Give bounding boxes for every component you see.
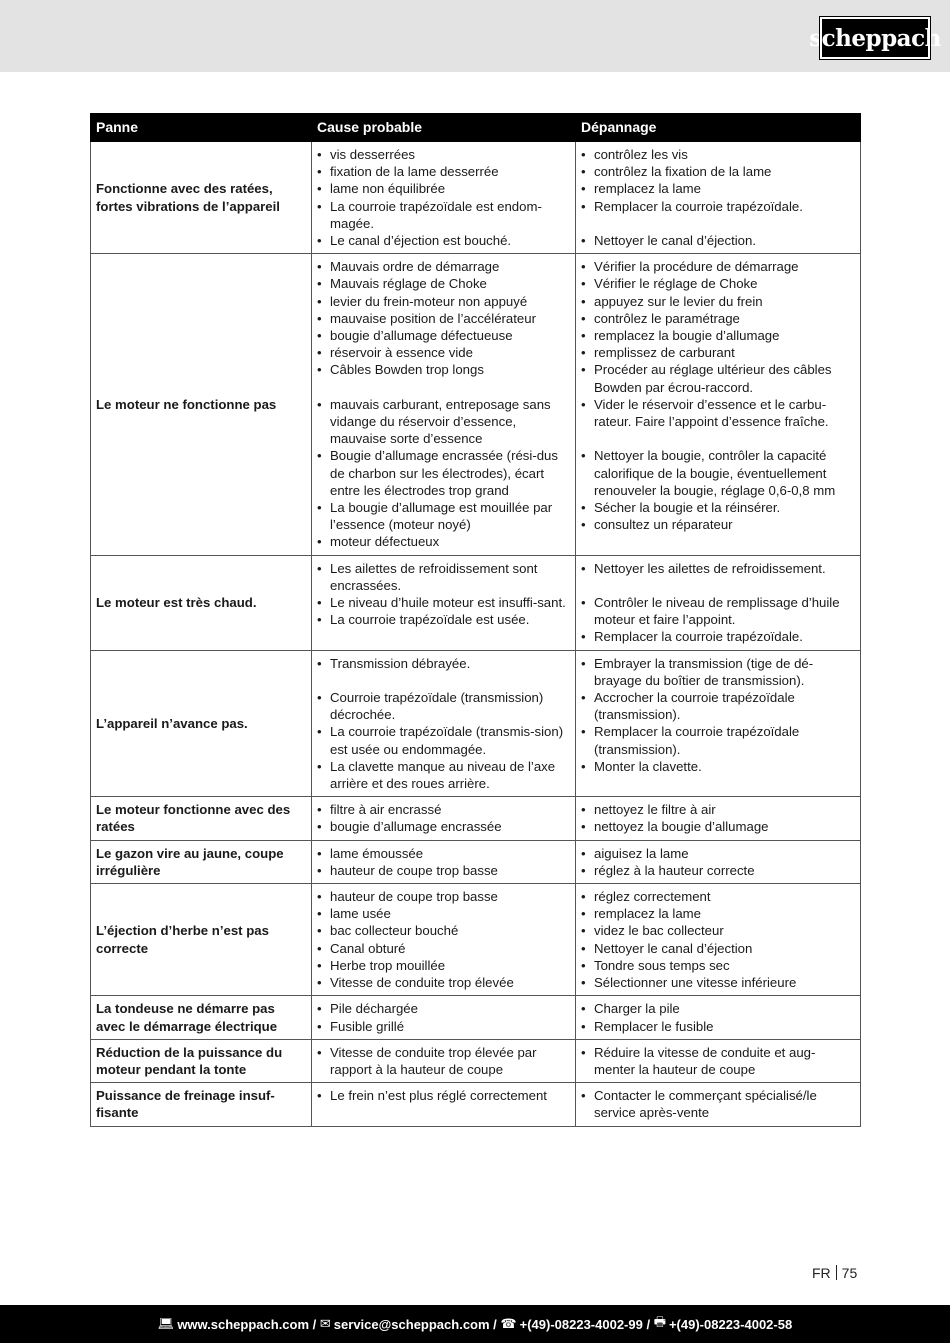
remedy-item: • Contacter le commerçant spécialisé/le service après-vente [580,1087,856,1121]
footer-email: service@scheppach.com [333,1316,490,1332]
cause-cell-list [316,845,571,879]
remedy-item: • Monter la clavette. [580,758,856,775]
panne-cell: La tondeuse ne démarre pas avec le démarrage électrique [91,996,312,1039]
panne-cell: L’éjection d’herbe n’est pas correcte [91,884,312,996]
cause-item: • hauteur de coupe trop basse [316,888,571,905]
cause-cell-list [316,1087,571,1104]
cause-item: • moteur défectueux [316,533,571,550]
footer-website: www.scheppach.com [177,1316,310,1332]
footer-phone: +(49)-08223-4002-99 [519,1316,643,1332]
remedy-item: • Remplacer le fusible [580,1018,856,1035]
troubleshooting-table [90,113,861,1127]
cause-item: • fixation de la lame desserrée [316,163,571,180]
cause-cell [312,884,576,996]
cause-cell-list [316,1044,571,1078]
remedy-item: • Nettoyer le canal d’éjection. [580,232,856,249]
remedy-cell-list [580,845,856,879]
remedy-cell [576,1083,861,1126]
cause-item: • Fusible grillé [316,1018,571,1035]
remedy-cell [576,797,861,840]
header-depannage: Dépannage [576,114,861,142]
remedy-item: • Accrocher la courroie trapézoïdale (transmission). [580,689,856,723]
table-row [91,797,861,840]
remedy-cell [576,996,861,1039]
table-row [91,555,861,650]
remedy-cell [576,650,861,797]
remedy-item: • nettoyez la bougie d’allumage [580,818,856,835]
remedy-item: • contrôlez les vis [580,146,856,163]
page-number [812,1265,857,1281]
remedy-cell-list [580,560,856,646]
footer-fax: +(49)-08223-4002-58 [668,1316,793,1332]
cause-cell [312,142,576,254]
remedy-item: • Remplacer la courroie trapézoïdale. [580,628,856,645]
panne-cell: Réduction de la puissance du moteur pendant la tonte [91,1039,312,1082]
remedy-item: • Vider le réservoir d’essence et le carbu-rateur. Faire l’appoint d’essence fraîche. [580,396,856,430]
page-number-value: 75 [841,1265,858,1281]
remedy-cell-list [580,801,856,835]
remedy-item: • Remplacer la courroie trapézoïdale. [580,198,856,215]
cause-item: • La courroie trapézoïdale est usée. [316,611,571,628]
table-header-row [91,114,861,142]
cause-item: • Le frein n’est plus réglé correctement [316,1087,571,1104]
footer-separator: / [309,1316,320,1332]
panne-cell: Puissance de freinage insuf-fisante [91,1083,312,1126]
page-language: FR [812,1265,831,1281]
cause-item: • Transmission débrayée. [316,655,571,672]
remedy-cell-list [580,258,856,533]
remedy-cell-list [580,888,856,991]
cause-item: • Câbles Bowden trop longs [316,361,571,378]
footer-bar [0,1305,950,1343]
remedy-cell [576,840,861,883]
panne-cell: L’appareil n’avance pas. [91,650,312,797]
cause-item: • lame usée [316,905,571,922]
cause-cell [312,1083,576,1126]
panne-cell: Le moteur ne fonctionne pas [91,254,312,555]
remedy-item: • Réduire la vitesse de conduite et aug-menter la hauteur de coupe [580,1044,856,1078]
remedy-item: • Embrayer la transmission (tige de dé-brayage du boîtier de transmission). [580,655,856,689]
remedy-item: • Sélectionner une vitesse inférieure [580,974,856,991]
remedy-cell-list [580,1044,856,1078]
cause-cell [312,254,576,555]
fax-icon: 🖶︎ [653,1314,666,1329]
cause-item: • bougie d’allumage encrassée [316,818,571,835]
remedy-item: • Sécher la bougie et la réinsérer. [580,499,856,516]
cause-item: • lame émoussée [316,845,571,862]
cause-item: • Mauvais ordre de démarrage [316,258,571,275]
remedy-item: • réglez correctement [580,888,856,905]
table-row [91,840,861,883]
remedy-cell [576,1039,861,1082]
cause-item: • La bougie d’allumage est mouillée par l’essence (moteur noyé) [316,499,571,533]
table-row [91,996,861,1039]
cause-item: • bac collecteur bouché [316,922,571,939]
email-icon: ✉︎ [319,1316,331,1331]
cause-item: • Le canal d’éjection est bouché. [316,232,571,249]
remedy-item: • réglez à la hauteur correcte [580,862,856,879]
computer-icon: 💻︎ [157,1316,175,1331]
cause-cell-list [316,888,571,991]
remedy-item: • remplacez la lame [580,180,856,197]
cause-item: • Mauvais réglage de Choke [316,275,571,292]
remedy-cell [576,254,861,555]
footer-separator: / [489,1316,501,1332]
remedy-cell-list [580,1087,856,1121]
footer-separator: / [642,1316,654,1332]
cause-item: • Vitesse de conduite trop élevée [316,974,571,991]
remedy-item: • remplissez de carburant [580,344,856,361]
remedy-cell [576,884,861,996]
remedy-item: • aiguisez la lame [580,845,856,862]
cause-item: • La courroie trapézoïdale est endom-magée. [316,198,571,232]
scheppach-logo: scheppach [820,17,930,59]
table-row [91,884,861,996]
remedy-item: • nettoyez le filtre à air [580,801,856,818]
cause-item: • La courroie trapézoïdale (transmis-sion) est usée ou endommagée. [316,723,571,757]
cause-item: • bougie d’allumage défectueuse [316,327,571,344]
remedy-cell-list [580,146,856,249]
remedy-item: • Contrôler le niveau de remplissage d’huile moteur et faire l’appoint. [580,594,856,628]
remedy-item: • videz le bac collecteur [580,922,856,939]
remedy-item: • consultez un réparateur [580,516,856,533]
cause-cell [312,650,576,797]
cause-cell [312,555,576,650]
cause-item: • vis desserrées [316,146,571,163]
remedy-cell [576,555,861,650]
cause-cell-list [316,655,571,793]
remedy-item: • Remplacer la courroie trapézoïdale (transmission). [580,723,856,757]
cause-item: • filtre à air encrassé [316,801,571,818]
panne-cell: Le moteur est très chaud. [91,555,312,650]
remedy-item: • Nettoyer la bougie, contrôler la capacité calorifique de la bougie, éventuellement renouveler la bougie, réglage 0,6-0,8 mm [580,447,856,499]
panne-cell: Fonctionne avec des ratées, fortes vibrations de l’appareil [91,142,312,254]
cause-cell [312,996,576,1039]
remedy-item: • Vérifier le réglage de Choke [580,275,856,292]
remedy-item: • Procéder au réglage ultérieur des câbles Bowden par écrou-raccord. [580,361,856,395]
cause-item: • levier du frein-moteur non appuyé [316,293,571,310]
cause-item: • lame non équilibrée [316,180,571,197]
header-cause: Cause probable [312,114,576,142]
cause-item: • Bougie d’allumage encrassée (rési-dus de charbon sur les électrodes), écart entre les électrodes trop grand [316,447,571,499]
cause-cell-list [316,560,571,629]
panne-cell: Le moteur fonctionne avec des ratées [91,797,312,840]
remedy-cell [576,142,861,254]
cause-item: • Herbe trop mouillée [316,957,571,974]
cause-cell [312,1039,576,1082]
page-number-divider [836,1265,837,1280]
header-bar [0,0,950,72]
cause-item: • réservoir à essence vide [316,344,571,361]
remedy-item: • appuyez sur le levier du frein [580,293,856,310]
cause-cell-list [316,801,571,835]
cause-item: • Pile déchargée [316,1000,571,1017]
remedy-item: • Nettoyer le canal d’éjection [580,940,856,957]
cause-cell [312,840,576,883]
cause-item: • Le niveau d’huile moteur est insuffi-sant. [316,594,571,611]
cause-cell-list [316,1000,571,1034]
phone-icon: ☎︎ [500,1316,517,1331]
table-row [91,254,861,555]
panne-cell: Le gazon vire au jaune, coupe irrégulière [91,840,312,883]
cause-item: • Les ailettes de refroidissement sont encrassées. [316,560,571,594]
cause-cell-list [316,258,571,550]
cause-item: • hauteur de coupe trop basse [316,862,571,879]
table-row [91,1039,861,1082]
remedy-item: • Vérifier la procédure de démarrage [580,258,856,275]
table-row [91,142,861,254]
cause-cell-list [316,146,571,249]
remedy-item: • Tondre sous temps sec [580,957,856,974]
remedy-item: • remplacez la bougie d’allumage [580,327,856,344]
remedy-item: • contrôlez le paramétrage [580,310,856,327]
cause-item: • La clavette manque au niveau de l’axe arrière et des roues arrière. [316,758,571,792]
cause-item: • mauvais carburant, entreposage sans vidange du réservoir d’essence, mauvaise sorte d’essence [316,396,571,448]
cause-cell [312,797,576,840]
remedy-item: • Nettoyer les ailettes de refroidissement. [580,560,856,577]
cause-item: • Canal obturé [316,940,571,957]
cause-item: • Courroie trapézoïdale (transmission) décrochée. [316,689,571,723]
remedy-item: • Charger la pile [580,1000,856,1017]
cause-item: • mauvaise position de l’accélérateur [316,310,571,327]
remedy-cell-list [580,655,856,775]
header-panne: Panne [91,114,312,142]
remedy-item: • contrôlez la fixation de la lame [580,163,856,180]
table-row [91,650,861,797]
remedy-cell-list [580,1000,856,1034]
remedy-item: • remplacez la lame [580,905,856,922]
cause-item: • Vitesse de conduite trop élevée par rapport à la hauteur de coupe [316,1044,571,1078]
table-row [91,1083,861,1126]
